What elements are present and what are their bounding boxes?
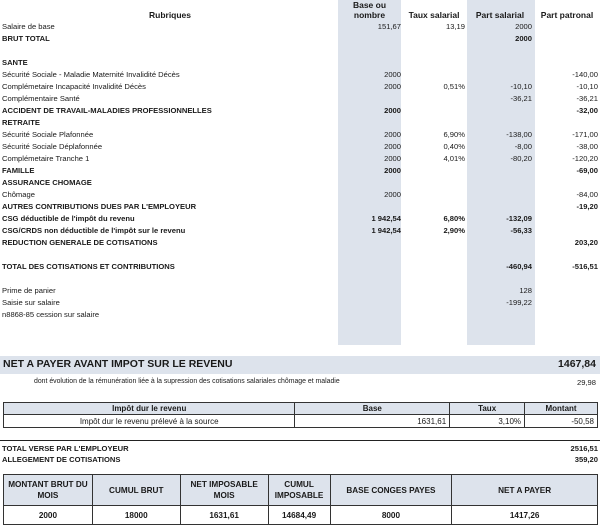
row-taux: 13,19 — [445, 22, 465, 31]
row-pat: -171,00 — [572, 130, 598, 139]
cumul-header-montant-brut: MONTANT BRUT DU MOIS — [4, 475, 93, 506]
cumul-net-a-payer: 1417,26 — [452, 506, 598, 525]
row-label: Saisie sur salaire — [2, 298, 60, 307]
impot-base: 1631,61 — [295, 415, 450, 428]
table-row — [0, 45, 600, 57]
row-label: Sécurité Sociale Déplafonnée — [2, 142, 103, 151]
row-part: -56,33 — [510, 226, 532, 235]
header-rubriques: Rubriques — [148, 10, 192, 20]
row-label: FAMILLE — [2, 166, 35, 175]
table-row — [0, 213, 600, 225]
cumul-montant-brut: 2000 — [4, 506, 93, 525]
row-taux: 6,90% — [443, 130, 465, 139]
row-part: -199,22 — [506, 298, 532, 307]
row-label: SANTE — [2, 58, 28, 67]
row-label: REDUCTION GENERALE DE COTISATIONS — [2, 238, 158, 247]
row-label: ASSURANCE CHOMAGE — [2, 178, 92, 187]
table-row — [0, 201, 600, 213]
net-note: dont évolution de la rémunération liée à la supression des cotisations salariales chômage et maladie — [34, 378, 340, 385]
allegement-value: 359,20 — [574, 455, 598, 464]
row-pat: -10,10 — [576, 82, 598, 91]
row-pat: -84,00 — [576, 190, 598, 199]
table-row — [0, 129, 600, 141]
row-pat: 203,20 — [574, 238, 598, 247]
row-pat: -38,00 — [576, 142, 598, 151]
cumul-cumul-brut: 18000 — [92, 506, 180, 525]
row-base: 2000 — [384, 190, 401, 199]
total-employeur-label: TOTAL VERSE PAR L'EMPLOYEUR — [2, 444, 129, 453]
table-row — [0, 249, 600, 261]
table-row — [0, 177, 600, 189]
table-row — [0, 81, 600, 93]
row-pat: -140,00 — [572, 70, 598, 79]
impot-header-base: Base — [295, 403, 450, 415]
impot-header-taux: Taux — [450, 403, 525, 415]
table-row — [0, 105, 600, 117]
row-base: 2000 — [384, 142, 401, 151]
row-base: 1 942,54 — [371, 214, 401, 223]
row-part: -138,00 — [506, 130, 532, 139]
table-row — [0, 273, 600, 285]
row-label: Chômage — [2, 190, 35, 199]
table-row — [0, 225, 600, 237]
row-base: 2000 — [384, 130, 401, 139]
row-part: 2000 — [515, 22, 532, 31]
row-pat: -120,20 — [572, 154, 598, 163]
table-row — [0, 69, 600, 81]
table-row — [0, 189, 600, 201]
row-label: Complémetaire Tranche 1 — [2, 154, 90, 163]
row-base: 1 942,54 — [371, 226, 401, 235]
allegement-row — [0, 454, 600, 465]
cumul-cumul-imposable: 14684,49 — [268, 506, 330, 525]
row-label: RETRAITE — [2, 118, 40, 127]
total-employeur-value: 2516,51 — [570, 444, 598, 453]
table-row — [4, 506, 598, 525]
row-pat: -516,51 — [572, 262, 598, 271]
table-row — [0, 285, 600, 297]
row-label: BRUT TOTAL — [2, 34, 50, 43]
net-a-payer-value: 1467,84 — [558, 358, 596, 370]
header-base: Base ou nombre — [352, 0, 387, 20]
row-label: TOTAL DES COTISATIONS ET CONTRIBUTIONS — [2, 262, 175, 271]
cumul-header-base-conges: BASE CONGES PAYES — [330, 475, 452, 506]
row-part: 2000 — [515, 34, 532, 43]
row-label: CSG déductible de l'impôt du revenu — [2, 214, 135, 223]
header-part-salarial: Part salarial — [475, 10, 525, 20]
row-base: 2000 — [384, 70, 401, 79]
table-row — [0, 297, 600, 309]
impot-header-label: Impôt dur le revenu — [4, 403, 295, 415]
row-label: ACCIDENT DE TRAVAIL-MALADIES PROFESSIONNELLES — [2, 106, 212, 115]
row-taux: 0,51% — [443, 82, 465, 91]
row-taux: 0,40% — [443, 142, 465, 151]
table-row — [0, 117, 600, 129]
total-employeur-row — [0, 443, 600, 454]
header-taux-salarial: Taux salarial — [408, 10, 460, 20]
cumul-header-net-a-payer: NET A PAYER — [452, 475, 598, 506]
net-note-value: 29,98 — [576, 378, 596, 387]
row-pat: -69,00 — [576, 166, 598, 175]
row-label: Sécurité Sociale Plafonnée — [2, 130, 94, 139]
table-row — [0, 93, 600, 105]
net-a-payer-label: NET A PAYER AVANT IMPOT SUR LE REVENU — [3, 358, 233, 370]
row-pat: -19,20 — [576, 202, 598, 211]
row-label: Prime de panier — [2, 286, 56, 295]
cumul-table — [3, 474, 598, 525]
table-row — [0, 237, 600, 249]
row-pat: -32,00 — [576, 106, 598, 115]
table-row — [0, 153, 600, 165]
net-a-payer-bar — [0, 356, 600, 374]
row-base: 2000 — [384, 154, 401, 163]
row-base: 2000 — [384, 106, 401, 115]
impot-label: Impôt dur le revenu prélevé à la source — [4, 415, 295, 428]
table-row — [0, 261, 600, 273]
header-part-patronal: Part patronal — [540, 10, 594, 20]
row-base: 2000 — [384, 166, 401, 175]
row-base: 151,67 — [377, 22, 401, 31]
row-label: Sécurité Sociale - Maladie Maternité Invalidité Décès — [2, 70, 180, 79]
cumul-base-conges: 8000 — [330, 506, 452, 525]
impot-taux: 3,10% — [450, 415, 525, 428]
row-part: -8,00 — [514, 142, 532, 151]
table-row — [0, 57, 600, 69]
impot-header-montant: Montant — [525, 403, 598, 415]
row-pat: -36,21 — [576, 94, 598, 103]
row-label: Salaire de base — [2, 22, 55, 31]
row-label: Complémetaire Incapacité Invalidité Décès — [2, 82, 146, 91]
row-label: CSG/CRDS non déductible de l'impôt sur le revenu — [2, 226, 186, 235]
row-part: -460,94 — [506, 262, 532, 271]
cumul-net-imposable: 1631,61 — [180, 506, 268, 525]
cumul-header-cumul-brut: CUMUL BRUT — [92, 475, 180, 506]
row-part: -10,10 — [510, 82, 532, 91]
table-row — [4, 415, 598, 428]
table-row — [0, 141, 600, 153]
table-row — [0, 165, 600, 177]
row-part: -132,09 — [506, 214, 532, 223]
table-row — [0, 33, 600, 45]
table-row — [0, 309, 600, 321]
cumul-header-net-imposable: NET IMPOSABLE MOIS — [180, 475, 268, 506]
impot-table — [3, 402, 598, 428]
row-base: 2000 — [384, 82, 401, 91]
row-taux: 4,01% — [443, 154, 465, 163]
row-label: AUTRES CONTRIBUTIONS DUES PAR L'EMPLOYEUR — [2, 202, 197, 211]
cumul-header-cumul-imposable: CUMUL IMPOSABLE — [268, 475, 330, 506]
row-taux: 6,80% — [443, 214, 465, 223]
row-part: -80,20 — [510, 154, 532, 163]
impot-montant: -50,58 — [525, 415, 598, 428]
row-label: n8868-85 cession sur salaire — [2, 310, 100, 319]
row-label: Complémentaire Santé — [2, 94, 80, 103]
totals-section — [0, 440, 600, 465]
row-part: 128 — [519, 286, 532, 295]
row-taux: 2,90% — [443, 226, 465, 235]
table-row — [0, 21, 600, 33]
row-part: -36,21 — [510, 94, 532, 103]
allegement-label: ALLEGEMENT DE COTISATIONS — [2, 455, 121, 464]
